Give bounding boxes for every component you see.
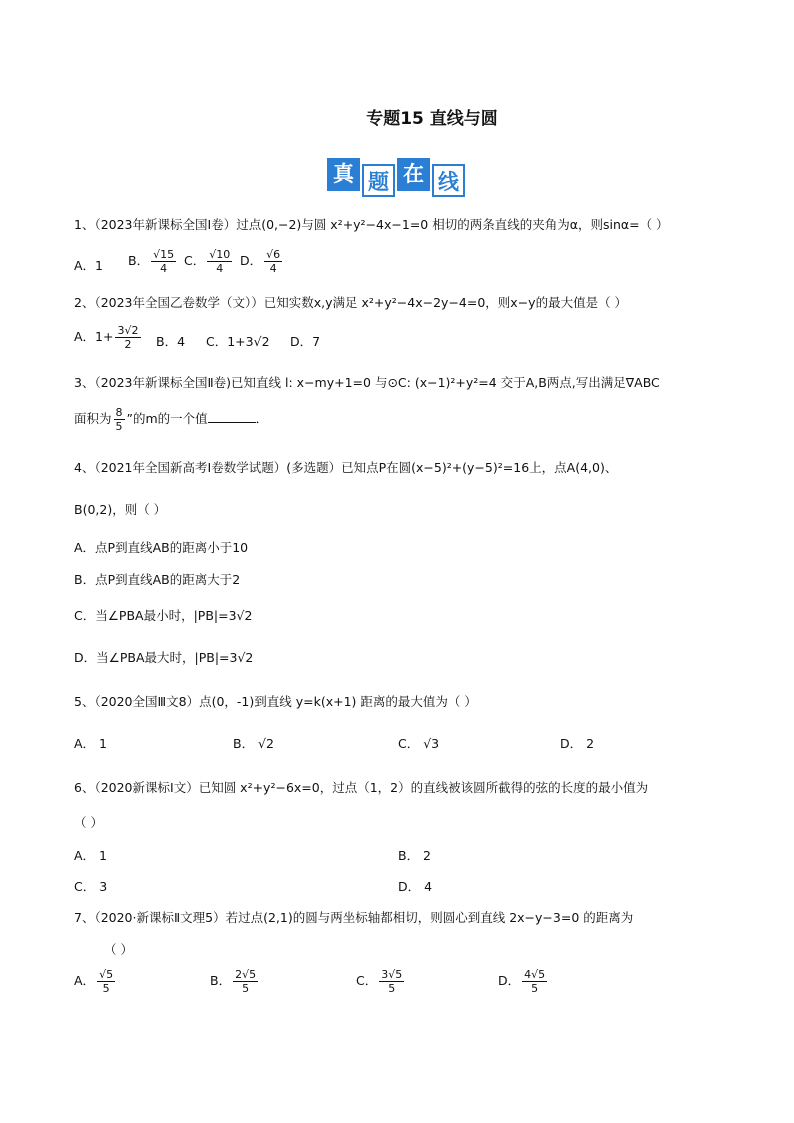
q4-option-b: B．点P到直线AB的距离大于2	[74, 572, 241, 587]
q1-option-c-label: C．	[184, 253, 206, 268]
denominator: 5	[102, 982, 110, 995]
q5-option-c: C． √3	[398, 736, 440, 751]
q4-option-a: A．点P到直线AB的距离小于10	[74, 540, 249, 555]
q4-option-c: C．当∠PBA最小时，|PB|=3√2	[74, 608, 253, 623]
answer-blank	[208, 422, 256, 423]
denominator: 5	[115, 420, 123, 433]
banner	[327, 158, 467, 197]
q2-a-fraction	[115, 324, 140, 351]
q7-option-b	[210, 968, 260, 995]
q5-option-b: B． √2	[233, 736, 274, 751]
question-5: 5、（2020全国Ⅲ文8）点(0，-1)到直线 y=k(x+1) 距离的最大值为（ ）	[74, 694, 477, 709]
denominator: 5	[388, 982, 396, 995]
q1-option-d	[240, 248, 284, 275]
q3-area-label: 面积为	[74, 411, 112, 426]
page-title: 专题15 直线与圆	[366, 109, 498, 129]
q1-option-a: A．1	[74, 258, 104, 273]
question-2: 2、（2023年全国乙卷数学（文））已知实数x,y满足 x²+y²−4x−2y−4=0，则x−y的最大值是（ ）	[74, 295, 628, 310]
banner-char-1: 真	[327, 158, 360, 191]
numerator: 2√5	[235, 968, 257, 981]
q2-option-a	[74, 324, 143, 351]
denominator: 4	[269, 262, 277, 275]
numerator: 4√5	[524, 968, 546, 981]
denominator: 4	[160, 262, 168, 275]
q7-option-a-label: A．	[74, 973, 96, 988]
question-3-line-2: 面积为 $\frac{8}{5}$ ”的m的一个值 ．	[74, 406, 269, 433]
numerator: 3√2	[117, 324, 139, 337]
q2-option-c: C．1+3√2	[206, 334, 270, 349]
denominator: 5	[531, 982, 539, 995]
q1-option-d-label: D．	[240, 253, 263, 268]
q6-option-d: D． 4	[398, 879, 433, 894]
q3-fraction	[114, 406, 125, 433]
q7-c-fraction	[379, 968, 404, 995]
question-3-line-1: 3、（2023年新课标全国Ⅱ卷)已知直线 l: x−my+1=0 与⊙C: (x−1)²+y²=4 交于A,B两点,写出满足∇ABC	[74, 375, 660, 390]
numerator: 3√5	[381, 968, 403, 981]
banner-char-4: 线	[432, 164, 465, 197]
banner-char-2: 题	[362, 164, 395, 197]
q7-b-fraction	[233, 968, 258, 995]
banner-char-3: 在	[397, 158, 430, 191]
q1-c-fraction	[207, 248, 232, 275]
question-7-line-1: 7、（2020·新课标Ⅱ文理5）若过点(2,1)的圆与两坐标轴都相切，则圆心到直线 2x−y−3=0 的距离为	[74, 910, 634, 925]
question-4-line-1: 4、（2021年全国新高考Ⅰ卷数学试题）(多选题）已知点P在圆(x−5)²+(y−5)²=16上，点A(4,0)、	[74, 460, 618, 475]
q1-d-fraction	[264, 248, 282, 275]
q1-option-b	[128, 248, 178, 275]
denominator: 4	[216, 262, 224, 275]
numerator: √5	[99, 968, 114, 981]
q4-option-d: D．当∠PBA最大时，|PB|=3√2	[74, 650, 254, 665]
question-1: 1、（2023年新课标全国Ⅰ卷）过点(0,−2)与圆 x²+y²−4x−1=0 相切的两条直线的夹角为α，则sinα=（ ）	[74, 217, 669, 232]
q3-tail: ”的m的一个值	[126, 411, 208, 426]
question-4-line-2: B(0,2)，则（ ）	[74, 502, 167, 517]
q2-option-d: D．7	[290, 334, 321, 349]
question-6-line-1: 6、（2020新课标Ⅰ文）已知圆 x²+y²−6x=0，过点（1，2）的直线被该圆所截得的弦的长度的最小值为	[74, 780, 649, 795]
q2-option-b: B．4	[156, 334, 186, 349]
q6-option-b: B． 2	[398, 848, 432, 863]
denominator: 5	[242, 982, 250, 995]
q6-option-a: A． 1	[74, 848, 107, 863]
q1-option-c	[184, 248, 234, 275]
q5-option-a: A． 1	[74, 736, 107, 751]
question-7-line-2: （ ）	[104, 942, 133, 957]
q7-option-d-label: D．	[498, 973, 521, 988]
q7-option-a	[74, 968, 117, 995]
q1-option-b-label: B．	[128, 253, 150, 268]
q7-d-fraction	[522, 968, 547, 995]
numerator: √15	[153, 248, 175, 261]
q7-option-c-label: C．	[356, 973, 378, 988]
question-6-line-2: （ ）	[74, 815, 103, 830]
q7-option-c	[356, 968, 406, 995]
numerator: 8	[115, 406, 123, 419]
q7-option-d	[498, 968, 549, 995]
q7-a-fraction	[97, 968, 115, 995]
q7-option-b-label: B．	[210, 973, 232, 988]
q6-option-c: C． 3	[74, 879, 108, 894]
denominator: 2	[124, 338, 132, 351]
q2-option-a-label: A．1+	[74, 329, 114, 344]
q1-b-fraction	[151, 248, 176, 275]
numerator: √10	[209, 248, 231, 261]
numerator: √6	[266, 248, 281, 261]
q5-option-d: D． 2	[560, 736, 595, 751]
